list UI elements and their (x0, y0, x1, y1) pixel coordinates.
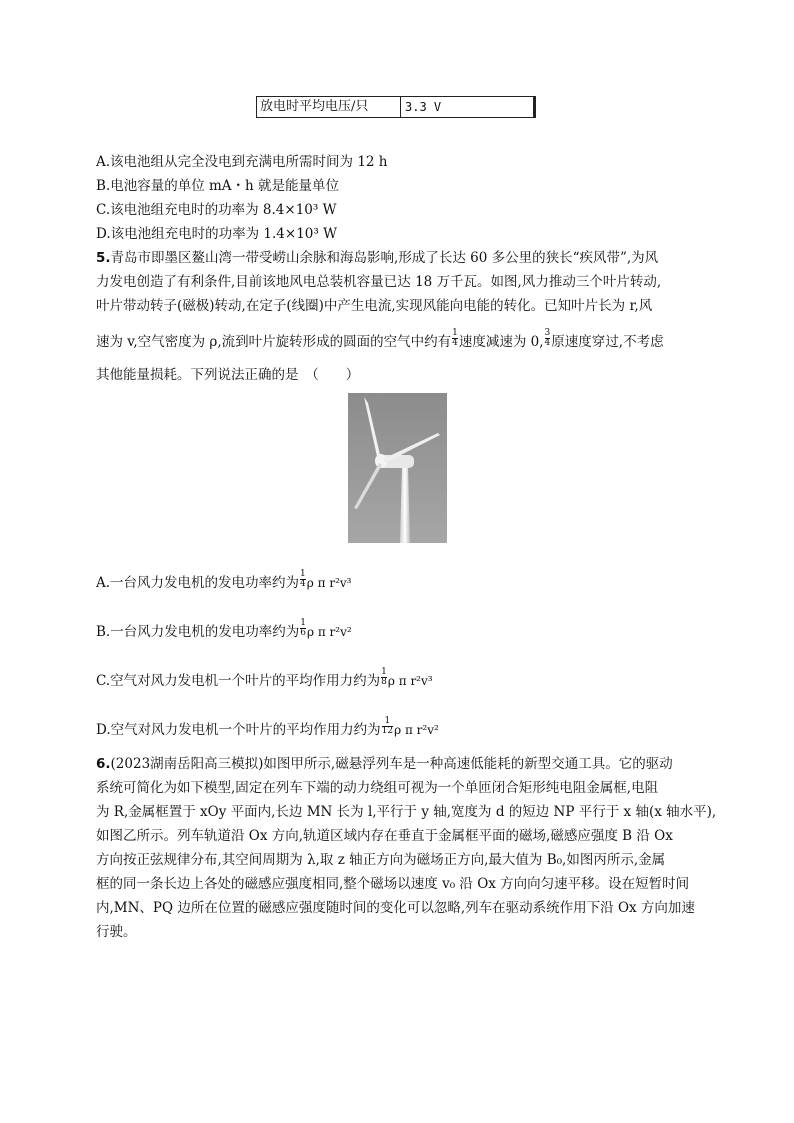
q5-line-5: 其他能量损耗。下列说法正确的是 （ ） (96, 367, 360, 383)
q6-line-8: 行驶。 (96, 924, 137, 940)
q5-line-1: 5.青岛市即墨区鳌山湾一带受崂山余脉和海岛影响,形成了长达 60 多公里的狭长“疾风带”,为风 (96, 250, 659, 266)
q6-line-1: 6.(2023湖南岳阳高三模拟)如图甲所示,磁悬浮列车是一种高速低能耗的新型交通工具。它的驱动 (96, 756, 673, 772)
table-label-cell: 放电时平均电压/只 (257, 97, 401, 117)
q5-option-c: C.空气对风力发电机一个叶片的平均作用力约为 $\frac{1}{8}$ ρ π r²v³ (96, 667, 433, 689)
q6-line-4: 如图乙所示。列车轨道沿 Ox 方向,轨道区域内存在垂直于金属框平面的磁场,磁感应强度 B 沿 Ox (96, 828, 673, 844)
q5-line-2: 力发电创造了有利条件,目前该地风电总装机容量已达 18 万千瓦。如图,风力推动三个叶片转动, (96, 274, 662, 290)
q6-line-6: 框的同一条长边上各处的磁感应强度相同,整个磁场以速度 v₀ 沿 Ox 方向向匀速平移。设在短暂时间 (96, 876, 690, 892)
data-table (256, 96, 536, 118)
q6-line-7: 内,MN、PQ 边所在位置的磁感应强度随时间的变化可以忽略,列车在驱动系统作用下沿 Ox 方向加速 (96, 900, 695, 916)
q5-option-d: D.空气对风力发电机一个叶片的平均作用力约为 $\frac{1}{12}$ ρ π r²v² (96, 716, 439, 738)
q4-option-b: B.电池容量的单位 mA・h 就是能量单位 (96, 178, 340, 194)
q4-option-d: D.该电池组充电时的功率为 1.4×10³ W (96, 226, 337, 242)
fraction: $\frac{1}{4}$ (452, 328, 458, 348)
q5-option-b: B.一台风力发电机的发电功率约为 $\frac{1}{6}$ ρ π r²v² (96, 618, 352, 640)
table-value-cell: 3.3 V (405, 100, 442, 114)
q6-line-5: 方向按正弦规律分布,其空间周期为 λ,取 z 轴正方向为磁场正方向,最大值为 B₀,如图丙所示,金属 (96, 852, 666, 868)
q4-option-c: C.该电池组充电时的功率为 8.4×10³ W (96, 202, 337, 218)
q6-line-3: 为 R,金属框置于 xOy 平面内,长边 MN 长为 l,平行于 y 轴,宽度为 d 的短边 NP 平行于 x 轴(x 轴水平), (96, 804, 717, 820)
q6-number: 6. (96, 756, 111, 772)
wind-turbine-photo (348, 393, 447, 543)
q5-number: 5. (96, 250, 111, 266)
fraction: $\frac{3}{4}$ (544, 328, 551, 348)
q5-option-a: A.一台风力发电机的发电功率约为 $\frac{1}{4}$ ρ π r²v³ (96, 569, 352, 591)
q4-option-a: A.该电池组从完全没电到充满电所需时间为 12 h (96, 154, 388, 170)
q5-line-4: 速为 v,空气密度为 ρ,流到叶片旋转形成的圆面的空气中约有 $\frac{1}{4}$ 速度减速为 0, $\frac{3}{4}$ 原速度穿过,不考虑 (96, 328, 664, 350)
q6-line-2: 系统可简化为如下模型,固定在列车下端的动力绕组可视为一个单匝闭合矩形纯电阻金属框,电阻 (96, 780, 659, 796)
wind-turbine-icon (348, 393, 447, 543)
q5-line-3: 叶片带动转子(磁极)转动,在定子(线圈)中产生电流,实现风能向电能的转化。已知叶片长为 r,风 (96, 298, 653, 314)
